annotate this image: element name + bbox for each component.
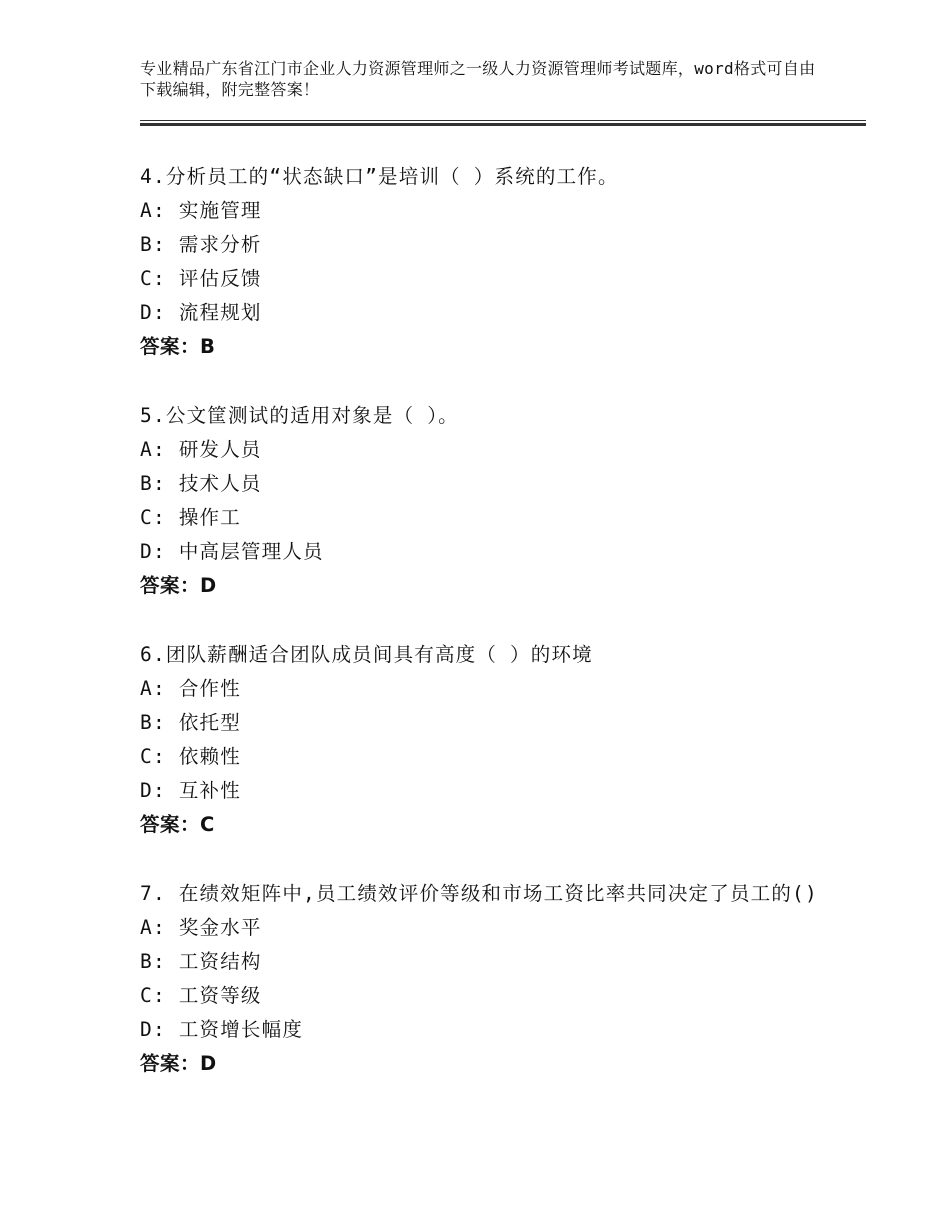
question-4	[140, 160, 820, 364]
header-divider-thin	[140, 120, 866, 121]
document-header	[140, 58, 830, 100]
option-b: B: 需求分析	[140, 233, 262, 256]
answer: 答案：B	[140, 335, 216, 358]
question-stem: 6.团队薪酬适合团队成员间具有高度（ ）的环境	[140, 643, 593, 666]
question-stem: 7. 在绩效矩阵中,员工绩效评价等级和市场工资比率共同决定了员工的()	[140, 882, 818, 905]
option-c: C: 工资等级	[140, 984, 262, 1007]
header-divider-thick	[140, 123, 866, 126]
question-7	[140, 877, 820, 1081]
option-b: B: 依托型	[140, 711, 241, 734]
option-c: C: 操作工	[140, 506, 241, 529]
option-c: C: 评估反馈	[140, 267, 262, 290]
question-6	[140, 638, 820, 842]
option-d: D: 互补性	[140, 779, 241, 802]
option-a: A: 实施管理	[140, 199, 262, 222]
option-d: D: 流程规划	[140, 301, 262, 324]
question-5	[140, 399, 820, 603]
option-d: D: 中高层管理人员	[140, 540, 324, 563]
question-stem: 5.公文筐测试的适用对象是（ ）。	[140, 404, 459, 427]
answer: 答案：D	[140, 1052, 217, 1075]
option-a: A: 奖金水平	[140, 916, 262, 939]
question-stem: 4.分析员工的“状态缺口”是培训（ ）系统的工作。	[140, 165, 619, 188]
option-b: B: 技术人员	[140, 472, 262, 495]
option-d: D: 工资增长幅度	[140, 1018, 304, 1041]
option-a: A: 合作性	[140, 677, 241, 700]
option-c: C: 依赖性	[140, 745, 241, 768]
option-a: A: 研发人员	[140, 438, 262, 461]
option-b: B: 工资结构	[140, 950, 262, 973]
answer: 答案：C	[140, 813, 215, 836]
answer: 答案：D	[140, 574, 217, 597]
header-title: 专业精品广东省江门市企业人力资源管理师之一级人力资源管理师考试题库，word格式可自由下载编辑，附完整答案！	[140, 59, 816, 99]
